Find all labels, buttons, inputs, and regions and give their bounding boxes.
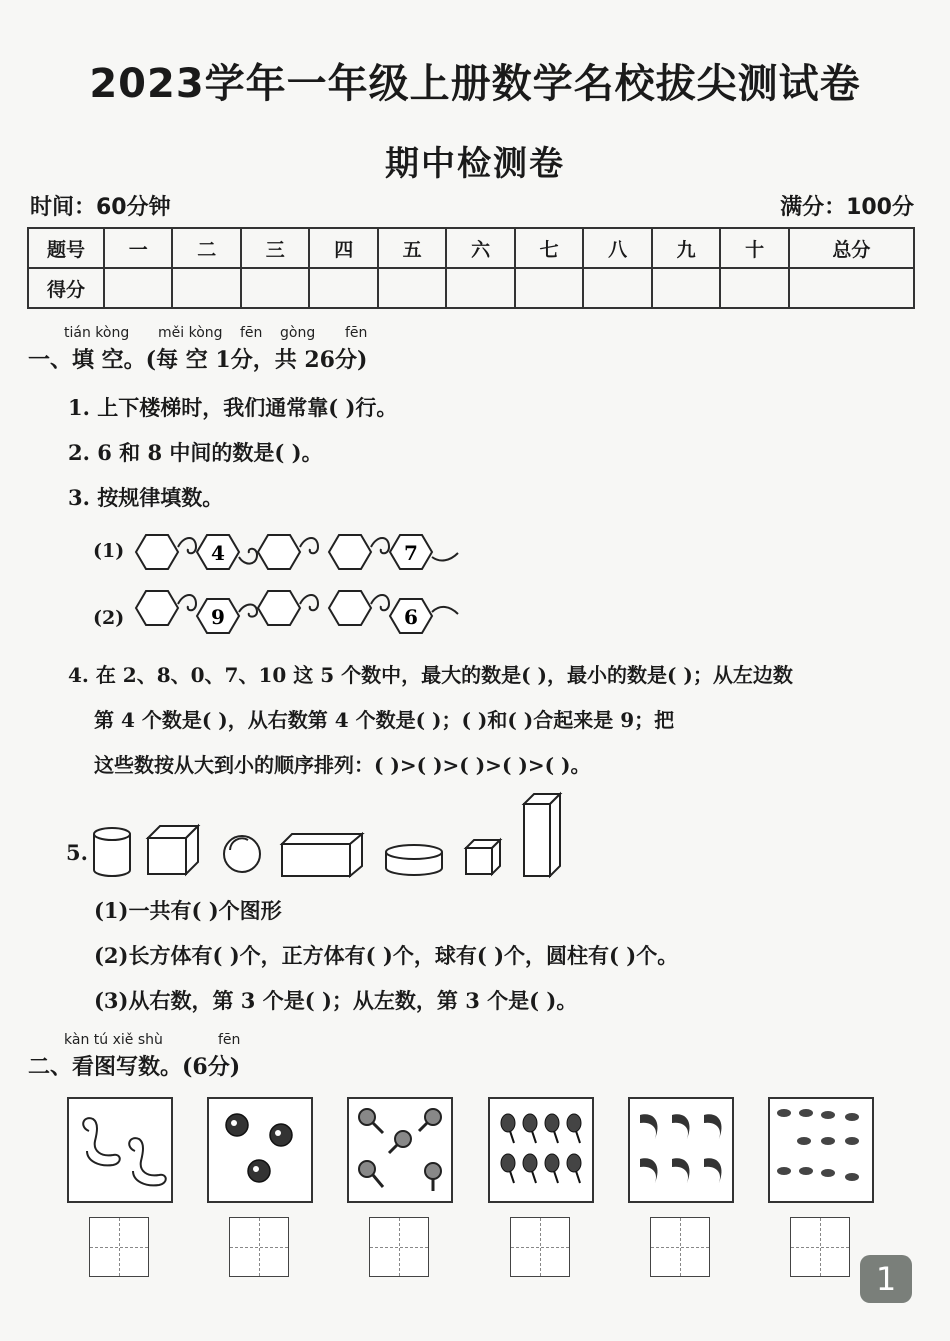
hexagon-number: 7 (404, 541, 418, 565)
exam-full-score: 满分：100分 (780, 195, 914, 220)
pinyin: kàn tú xiě shù (64, 1032, 163, 1048)
answer-writing-grid[interactable] (650, 1217, 710, 1277)
question-5-3: (3)从右数，第 3 个是( )；从左数，第 3 个是( )。 (94, 988, 578, 1013)
score-entry-cell[interactable] (104, 268, 172, 308)
q3-hexagon-chain-1 (128, 527, 468, 577)
hexagon-blank[interactable] (329, 535, 371, 569)
q3-hexagon-chain-2 (128, 588, 468, 638)
question-5-2: (2)长方体有( )个，正方体有( )个，球有( )个，圆柱有( )个。 (94, 943, 679, 968)
picture-leaves (768, 1097, 874, 1203)
small-cube-icon (466, 840, 500, 874)
pinyin: fēn (345, 325, 368, 341)
score-entry-cell[interactable] (172, 268, 240, 308)
question-5-1: (1)一共有( )个图形 (94, 898, 282, 923)
question-1: 1. 上下楼梯时，我们通常靠( )行。 (68, 395, 398, 420)
question-4-line-1: 4. 在 2、8、0、7、10 这 5 个数中，最大的数是( )，最小的数是( )；从左边数 (68, 663, 793, 687)
score-entry-cell[interactable] (446, 268, 514, 308)
hexagon-blank[interactable] (258, 591, 300, 625)
table-cell: 六 (446, 228, 514, 268)
section-1-title: 一、填 空。(每 空 1分，共 26分) (28, 347, 368, 373)
score-entry-cell[interactable] (583, 268, 651, 308)
ladybug-icon (209, 1099, 311, 1201)
leaf-icon (770, 1099, 872, 1201)
answer-writing-grid[interactable] (790, 1217, 850, 1277)
sphere-icon (224, 836, 260, 872)
answer-writing-grid[interactable] (89, 1217, 149, 1277)
answer-writing-grid[interactable] (229, 1217, 289, 1277)
picture-lollipops (488, 1097, 594, 1203)
picture-bananas (628, 1097, 734, 1203)
lollipop-icon (490, 1099, 592, 1201)
cylinder-icon (94, 828, 130, 876)
score-table-header-row (28, 228, 914, 268)
score-entry-cell[interactable] (378, 268, 446, 308)
question-2: 2. 6 和 8 中间的数是( )。 (68, 440, 323, 465)
exam-title: 2023学年一年级上册数学名校拔尖测试卷 (89, 61, 861, 107)
picture-swans (67, 1097, 173, 1203)
flat-cylinder-icon (386, 845, 442, 875)
picture-magnifiers (347, 1097, 453, 1203)
picture-ladybugs (207, 1097, 313, 1203)
banana-icon (630, 1099, 732, 1201)
table-cell: 七 (515, 228, 583, 268)
cube-icon (148, 826, 198, 874)
hexagon-number: 4 (211, 541, 225, 565)
q3-row2-label: (2) (93, 607, 125, 629)
hexagon-blank[interactable] (136, 591, 178, 625)
hexagon-blank[interactable] (329, 591, 371, 625)
table-cell: 一 (104, 228, 172, 268)
hexagon-blank[interactable] (258, 535, 300, 569)
hexagon-number: 6 (404, 605, 418, 629)
exam-subtitle: 期中检测卷 (385, 144, 565, 184)
exam-time: 时间：60分钟 (30, 195, 171, 220)
score-table (27, 227, 915, 309)
question-5-label: 5. (66, 840, 88, 865)
question-3: 3. 按规律填数。 (68, 485, 224, 510)
score-entry-cell[interactable] (652, 268, 720, 308)
score-entry-cell[interactable] (789, 268, 914, 308)
magnifier-icon (349, 1099, 451, 1201)
question-4-line-3: 这些数按从大到小的顺序排列：( )>( )>( )>( )>( )。 (94, 753, 591, 777)
table-cell: 八 (583, 228, 651, 268)
section-2-title: 二、看图写数。(6分) (28, 1054, 241, 1080)
score-entry-cell[interactable] (241, 268, 309, 308)
score-entry-cell[interactable] (720, 268, 788, 308)
pinyin: gòng (280, 325, 316, 341)
score-entry-cell[interactable] (309, 268, 377, 308)
answer-writing-grid[interactable] (510, 1217, 570, 1277)
q5-shapes (88, 790, 578, 880)
table-cell: 九 (652, 228, 720, 268)
tall-cuboid-icon (524, 794, 560, 876)
table-cell: 十 (720, 228, 788, 268)
table-cell: 三 (241, 228, 309, 268)
score-entry-cell[interactable] (515, 268, 583, 308)
cuboid-icon (282, 834, 362, 876)
score-table-score-row (28, 268, 914, 308)
table-cell: 四 (309, 228, 377, 268)
question-4-line-2: 第 4 个数是( )，从右数第 4 个数是( )；( )和( )合起来是 9；把 (94, 708, 675, 732)
table-cell: 二 (172, 228, 240, 268)
hexagon-number: 9 (211, 605, 225, 629)
pinyin: fēn (218, 1032, 241, 1048)
page-number-badge: 1 (860, 1255, 912, 1303)
table-cell: 得分 (28, 268, 104, 308)
pinyin: měi kòng (158, 325, 223, 341)
pinyin: fēn (240, 325, 263, 341)
q3-row1-label: (1) (93, 540, 125, 562)
answer-writing-grid[interactable] (369, 1217, 429, 1277)
table-cell: 五 (378, 228, 446, 268)
table-cell: 题号 (28, 228, 104, 268)
pinyin: tián kòng (64, 325, 130, 341)
table-cell: 总分 (789, 228, 914, 268)
swan-icon (69, 1099, 171, 1201)
hexagon-blank[interactable] (136, 535, 178, 569)
